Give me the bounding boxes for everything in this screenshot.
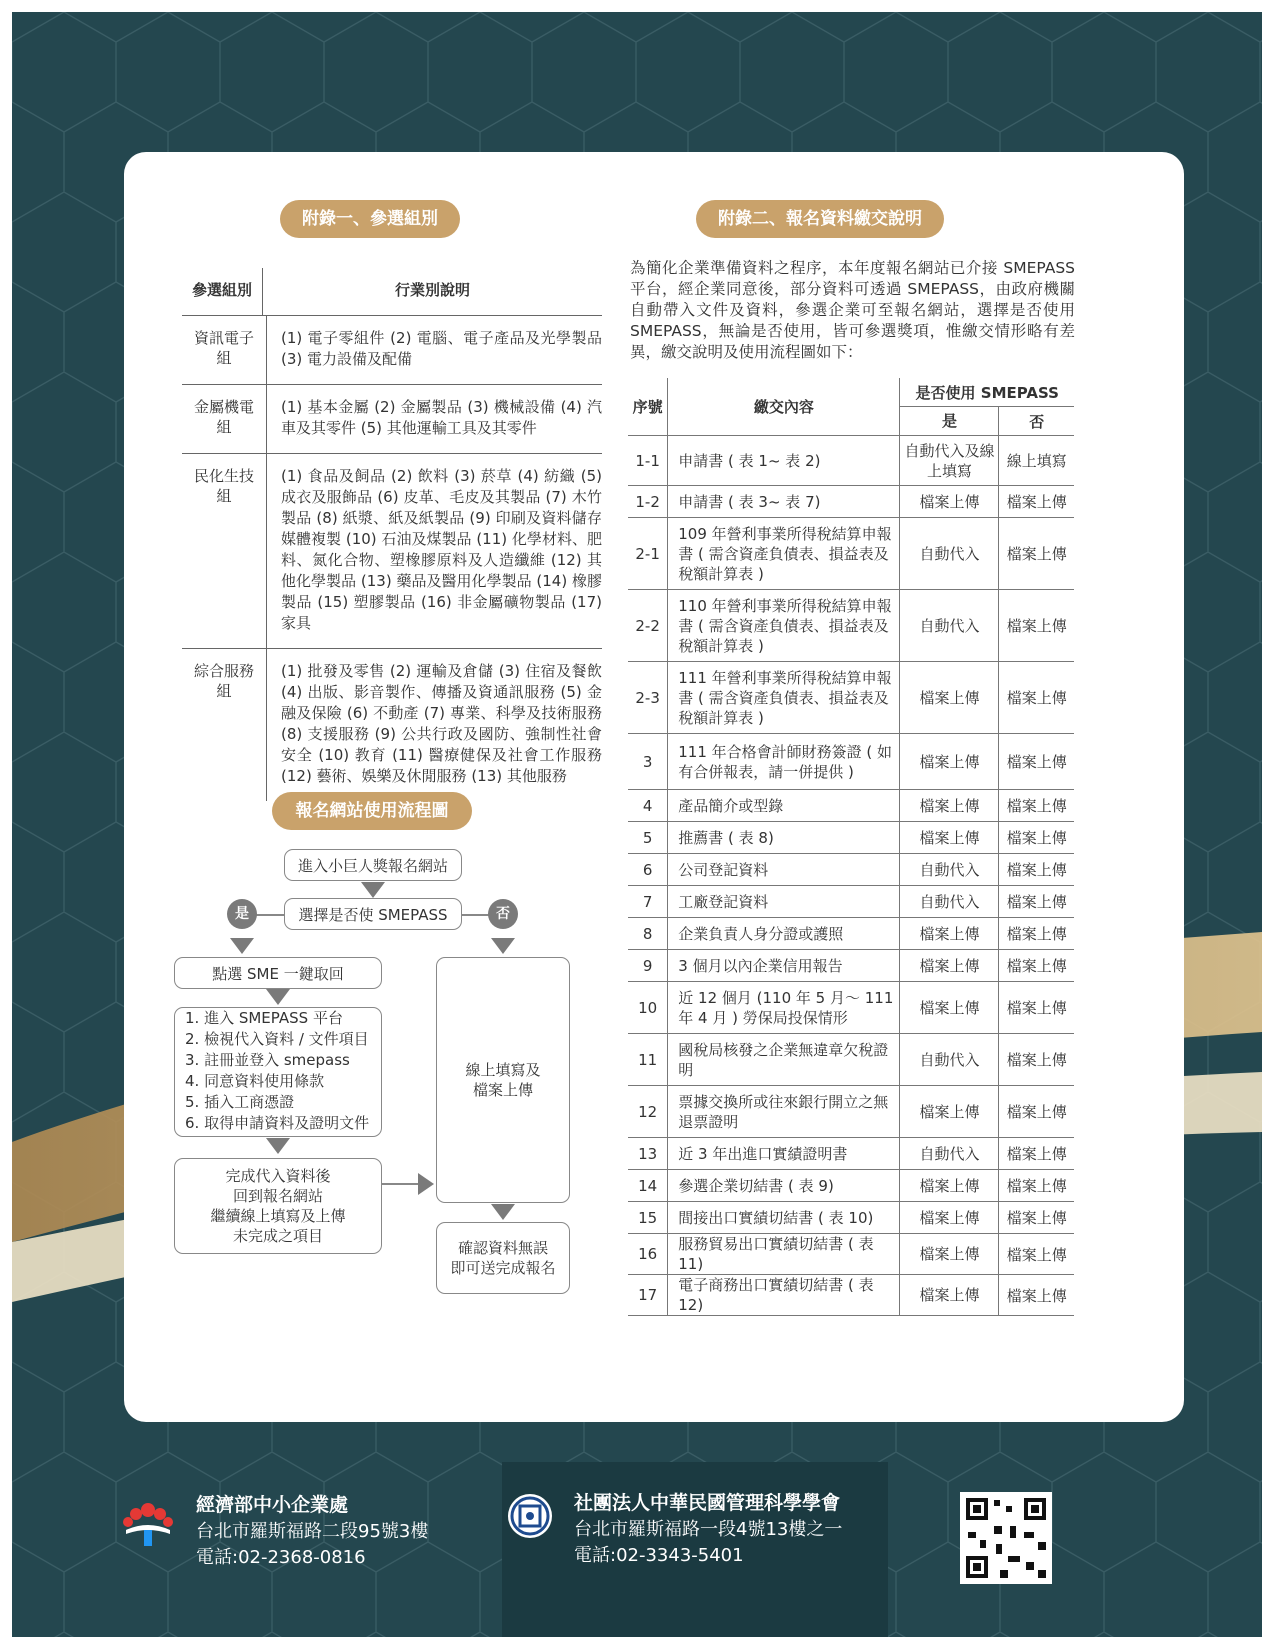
row-no: 12 <box>628 1086 668 1138</box>
submission-row <box>628 790 1074 822</box>
flow-choose-box: 選擇是否使 SMEPASS <box>284 898 462 930</box>
row-no: 1-1 <box>628 436 668 486</box>
row-smepass-yes: 檔案上傳 <box>900 662 999 734</box>
submission-row <box>628 886 1074 918</box>
row-smepass-yes: 自動代入 <box>900 518 999 590</box>
row-smepass-yes: 自動代入 <box>900 1138 999 1170</box>
group-desc: (1) 基本金屬 (2) 金屬製品 (3) 機械設備 (4) 汽車及其零件 (5) 其他運輸工具及其零件 <box>281 398 602 437</box>
flow-confirm-line: 即可送完成報名 <box>450 1259 556 1277</box>
header-content: 繳交內容 <box>668 378 900 436</box>
row-content: 申請書 ( 表 1~ 表 2) <box>668 436 900 486</box>
submission-row <box>628 1086 1074 1138</box>
row-smepass-no: 檔案上傳 <box>999 918 1074 950</box>
row-smepass-no: 檔案上傳 <box>999 1202 1074 1234</box>
row-smepass-no: 檔案上傳 <box>999 854 1074 886</box>
row-content: 參選企業切結書 ( 表 9) <box>668 1170 900 1202</box>
submission-row <box>628 854 1074 886</box>
submission-row <box>628 918 1074 950</box>
row-no: 3 <box>628 734 668 790</box>
row-no: 2-2 <box>628 590 668 662</box>
group-name: 民化生技組 <box>182 454 267 648</box>
row-smepass-yes: 檔案上傳 <box>900 1202 999 1234</box>
row-content: 近 12 個月 (110 年 5 月～ 111 年 4 月 ) 勞保局投保情形 <box>668 982 900 1034</box>
connector-line <box>382 1183 420 1185</box>
row-smepass-yes: 自動代入 <box>900 590 999 662</box>
appendix1-title: 附錄一、參選組別 <box>280 200 460 238</box>
row-content: 國稅局核發之企業無違章欠稅證明 <box>668 1034 900 1086</box>
flow-step: 3. 註冊並登入 smepass <box>185 1051 350 1069</box>
row-smepass-no: 檔案上傳 <box>999 790 1074 822</box>
row-smepass-no: 檔案上傳 <box>999 734 1074 790</box>
row-smepass-no: 線上填寫 <box>999 436 1074 486</box>
submission-row <box>628 662 1074 734</box>
header-yes: 是 <box>900 407 999 436</box>
row-smepass-no: 檔案上傳 <box>999 1275 1074 1316</box>
row-smepass-yes: 檔案上傳 <box>900 1275 999 1316</box>
row-no: 16 <box>628 1234 668 1275</box>
flow-confirm-line: 確認資料無誤 <box>457 1239 548 1257</box>
org1-phone: 電話:02-2368-0816 <box>196 1547 366 1568</box>
arrow-down-icon <box>266 1138 290 1154</box>
row-smepass-no: 檔案上傳 <box>999 886 1074 918</box>
row-content: 間接出口實績切結書 ( 表 10) <box>668 1202 900 1234</box>
row-smepass-yes: 檔案上傳 <box>900 918 999 950</box>
row-smepass-yes: 檔案上傳 <box>900 822 999 854</box>
row-smepass-yes: 檔案上傳 <box>900 790 999 822</box>
row-smepass-no: 檔案上傳 <box>999 662 1074 734</box>
row-no: 14 <box>628 1170 668 1202</box>
flow-steps-box <box>174 1007 382 1137</box>
row-content: 工廠登記資料 <box>668 886 900 918</box>
submission-row <box>628 590 1074 662</box>
submission-row <box>628 1234 1074 1275</box>
flow-complete-line: 未完成之項目 <box>232 1227 323 1245</box>
header-no-col: 否 <box>999 407 1074 436</box>
row-content: 近 3 年出進口實績證明書 <box>668 1138 900 1170</box>
arrow-down-icon <box>230 938 254 954</box>
org2-phone: 電話:02-3343-5401 <box>574 1545 744 1566</box>
org2-name: 社團法人中華民國管理科學學會 <box>574 1492 841 1514</box>
row-no: 7 <box>628 886 668 918</box>
row-no: 17 <box>628 1275 668 1316</box>
group-row <box>182 316 602 385</box>
submission-row <box>628 436 1074 486</box>
row-content: 推薦書 ( 表 8) <box>668 822 900 854</box>
qr-code-icon[interactable] <box>960 1492 1052 1584</box>
group-table <box>182 268 602 801</box>
footer-org1 <box>196 1490 428 1569</box>
header-group: 參選組別 <box>182 268 263 315</box>
row-smepass-no: 檔案上傳 <box>999 1170 1074 1202</box>
row-smepass-no: 檔案上傳 <box>999 1086 1074 1138</box>
row-content: 電子商務出口實績切結書 ( 表 12) <box>668 1275 900 1316</box>
header-no: 序號 <box>628 378 668 436</box>
arrow-down-icon <box>361 882 385 898</box>
footer-org2 <box>574 1488 842 1567</box>
submission-row <box>628 1034 1074 1086</box>
row-no: 8 <box>628 918 668 950</box>
submission-table-body <box>628 436 1074 1316</box>
row-smepass-yes: 檔案上傳 <box>900 1170 999 1202</box>
submission-row <box>628 1202 1074 1234</box>
header-smepass: 是否使用 SMEPASS <box>900 378 1074 407</box>
row-smepass-no: 檔案上傳 <box>999 1234 1074 1275</box>
row-no: 2-1 <box>628 518 668 590</box>
row-smepass-yes: 自動代入 <box>900 886 999 918</box>
flow-complete-line: 回到報名網站 <box>232 1187 323 1205</box>
row-smepass-no: 檔案上傳 <box>999 1138 1074 1170</box>
flow-online-box <box>436 957 570 1203</box>
row-no: 2-3 <box>628 662 668 734</box>
row-content: 109 年營利事業所得稅結算申報書 ( 需含資產負債表、損益表及稅額計算表 ) <box>668 518 900 590</box>
row-smepass-no: 檔案上傳 <box>999 950 1074 982</box>
row-content: 服務貿易出口實績切結書 ( 表 11) <box>668 1234 900 1275</box>
row-smepass-yes: 檔案上傳 <box>900 734 999 790</box>
row-smepass-no: 檔案上傳 <box>999 518 1074 590</box>
row-no: 6 <box>628 854 668 886</box>
submission-table-header <box>628 378 1074 407</box>
row-content: 110 年營利事業所得稅結算申報書 ( 需含資產負債表、損益表及稅額計算表 ) <box>668 590 900 662</box>
group-name: 金屬機電組 <box>182 385 267 453</box>
submission-row <box>628 1170 1074 1202</box>
row-no: 4 <box>628 790 668 822</box>
row-smepass-no: 檔案上傳 <box>999 590 1074 662</box>
row-no: 11 <box>628 1034 668 1086</box>
flow-online-line: 線上填寫及 <box>465 1061 541 1079</box>
submission-table <box>628 378 1074 1316</box>
group-row <box>182 385 602 454</box>
yes-badge: 是 <box>227 899 257 929</box>
group-name: 綜合服務組 <box>182 649 267 801</box>
submission-row <box>628 518 1074 590</box>
sme-logo-icon <box>118 1492 178 1548</box>
connector-line <box>254 914 284 916</box>
header-industry: 行業別說明 <box>394 281 470 299</box>
row-no: 15 <box>628 1202 668 1234</box>
row-content: 票據交換所或往來銀行開立之無退票證明 <box>668 1086 900 1138</box>
org1-address: 台北市羅斯福路二段95號3樓 <box>196 1521 429 1542</box>
org2-address: 台北市羅斯福路一段4號13樓之一 <box>574 1519 843 1540</box>
row-content: 3 個月以內企業信用報告 <box>668 950 900 982</box>
row-smepass-yes: 檔案上傳 <box>900 982 999 1034</box>
group-row <box>182 454 602 649</box>
row-smepass-no: 檔案上傳 <box>999 822 1074 854</box>
row-content: 111 年營利事業所得稅結算申報書 ( 需含資產負債表、損益表及稅額計算表 ) <box>668 662 900 734</box>
flow-step: 6. 取得申請資料及證明文件 <box>185 1114 370 1132</box>
arrow-down-icon <box>491 1204 515 1220</box>
society-logo-icon <box>506 1492 554 1540</box>
flow-title: 報名網站使用流程圖 <box>272 792 472 830</box>
submission-row <box>628 1275 1074 1316</box>
row-smepass-no: 檔案上傳 <box>999 486 1074 518</box>
no-badge: 否 <box>488 899 518 929</box>
appendix2-title: 附錄二、報名資料繳交說明 <box>696 200 944 238</box>
row-smepass-no: 檔案上傳 <box>999 982 1074 1034</box>
arrow-down-icon <box>491 938 515 954</box>
row-no: 5 <box>628 822 668 854</box>
flow-complete-box <box>174 1158 382 1254</box>
flow-enter-box: 進入小巨人獎報名網站 <box>284 849 462 881</box>
group-desc: (1) 批發及零售 (2) 運輸及倉儲 (3) 住宿及餐飲 (4) 出版、影音製作、傳播及資通訊服務 (5) 金融及保險 (6) 不動產 (7) 專業、科學及技術服務 (8) 支援服務 (9) 公共行政及國防、強制性社會安全 (10) 教育 (11) 醫療健保及社會工作服務 (12) 藝術、娛樂及休閒服務 (13) 其他服務 <box>281 662 602 785</box>
appendix2-intro: 為簡化企業準備資料之程序，本年度報名網站已介接 SMEPASS 平台，經企業同意後，部分資料可透過 SMEPASS，由政府機關自動帶入文件及資料，參選企業可至報名網站，選擇是否使用 SMEPASS，無論是否使用，皆可參選獎項，惟繳交情形略有差異，繳交說明及使用流程圖如下： <box>630 259 1075 361</box>
row-smepass-yes: 檔案上傳 <box>900 950 999 982</box>
row-no: 1-2 <box>628 486 668 518</box>
flow-complete-line: 完成代入資料後 <box>225 1167 331 1185</box>
flow-click-box: 點選 SME 一鍵取回 <box>174 957 382 989</box>
arrow-right-icon <box>418 1173 434 1195</box>
row-smepass-yes: 自動代入 <box>900 854 999 886</box>
group-name: 資訊電子組 <box>182 316 267 384</box>
group-desc: (1) 電子零組件 (2) 電腦、電子產品及光學製品 (3) 電力設備及配備 <box>281 329 602 368</box>
row-content: 產品簡介或型錄 <box>668 790 900 822</box>
row-content: 111 年合格會計師財務簽證 ( 如有合併報表，請一併提供 ) <box>668 734 900 790</box>
row-smepass-yes: 檔案上傳 <box>900 486 999 518</box>
flow-complete-line: 繼續線上填寫及上傳 <box>210 1207 346 1225</box>
flow-step: 1. 進入 SMEPASS 平台 <box>185 1009 343 1027</box>
group-table-header <box>182 268 602 316</box>
submission-row <box>628 950 1074 982</box>
submission-row <box>628 734 1074 790</box>
row-smepass-yes: 自動代入及線上填寫 <box>900 436 999 486</box>
row-content: 企業負責人身分證或護照 <box>668 918 900 950</box>
submission-row <box>628 822 1074 854</box>
row-no: 10 <box>628 982 668 1034</box>
submission-row <box>628 982 1074 1034</box>
row-smepass-yes: 檔案上傳 <box>900 1234 999 1275</box>
row-smepass-yes: 自動代入 <box>900 1034 999 1086</box>
row-no: 13 <box>628 1138 668 1170</box>
flow-online-line: 檔案上傳 <box>472 1081 533 1099</box>
row-smepass-no: 檔案上傳 <box>999 1034 1074 1086</box>
flow-confirm-box <box>436 1222 570 1294</box>
group-row <box>182 649 602 801</box>
org1-name: 經濟部中小企業處 <box>196 1494 349 1516</box>
row-content: 申請書 ( 表 3~ 表 7) <box>668 486 900 518</box>
submission-row <box>628 1138 1074 1170</box>
row-content: 公司登記資料 <box>668 854 900 886</box>
submission-row <box>628 486 1074 518</box>
row-smepass-yes: 檔案上傳 <box>900 1086 999 1138</box>
flow-step: 4. 同意資料使用條款 <box>185 1072 325 1090</box>
flow-step: 2. 檢視代入資料 / 文件項目 <box>185 1030 369 1048</box>
row-no: 9 <box>628 950 668 982</box>
arrow-down-icon <box>266 989 290 1005</box>
flow-step: 5. 插入工商憑證 <box>185 1093 295 1111</box>
group-desc: (1) 食品及飼品 (2) 飲料 (3) 菸草 (4) 紡織 (5) 成衣及服飾品 (6) 皮革、毛皮及其製品 (7) 木竹製品 (8) 紙漿、紙及紙製品 (9) 印刷及資料儲存媒體複製 (10) 石油及煤製品 (11) 化學材料、肥料、氮化合物、塑橡膠原料及人造纖維 (12) 其他化學製品 (13) 藥品及醫用化學製品 (14) 橡膠製品 (15) 塑膠製品 (16) 非金屬礦物製品 (17) 家具 <box>281 467 602 632</box>
